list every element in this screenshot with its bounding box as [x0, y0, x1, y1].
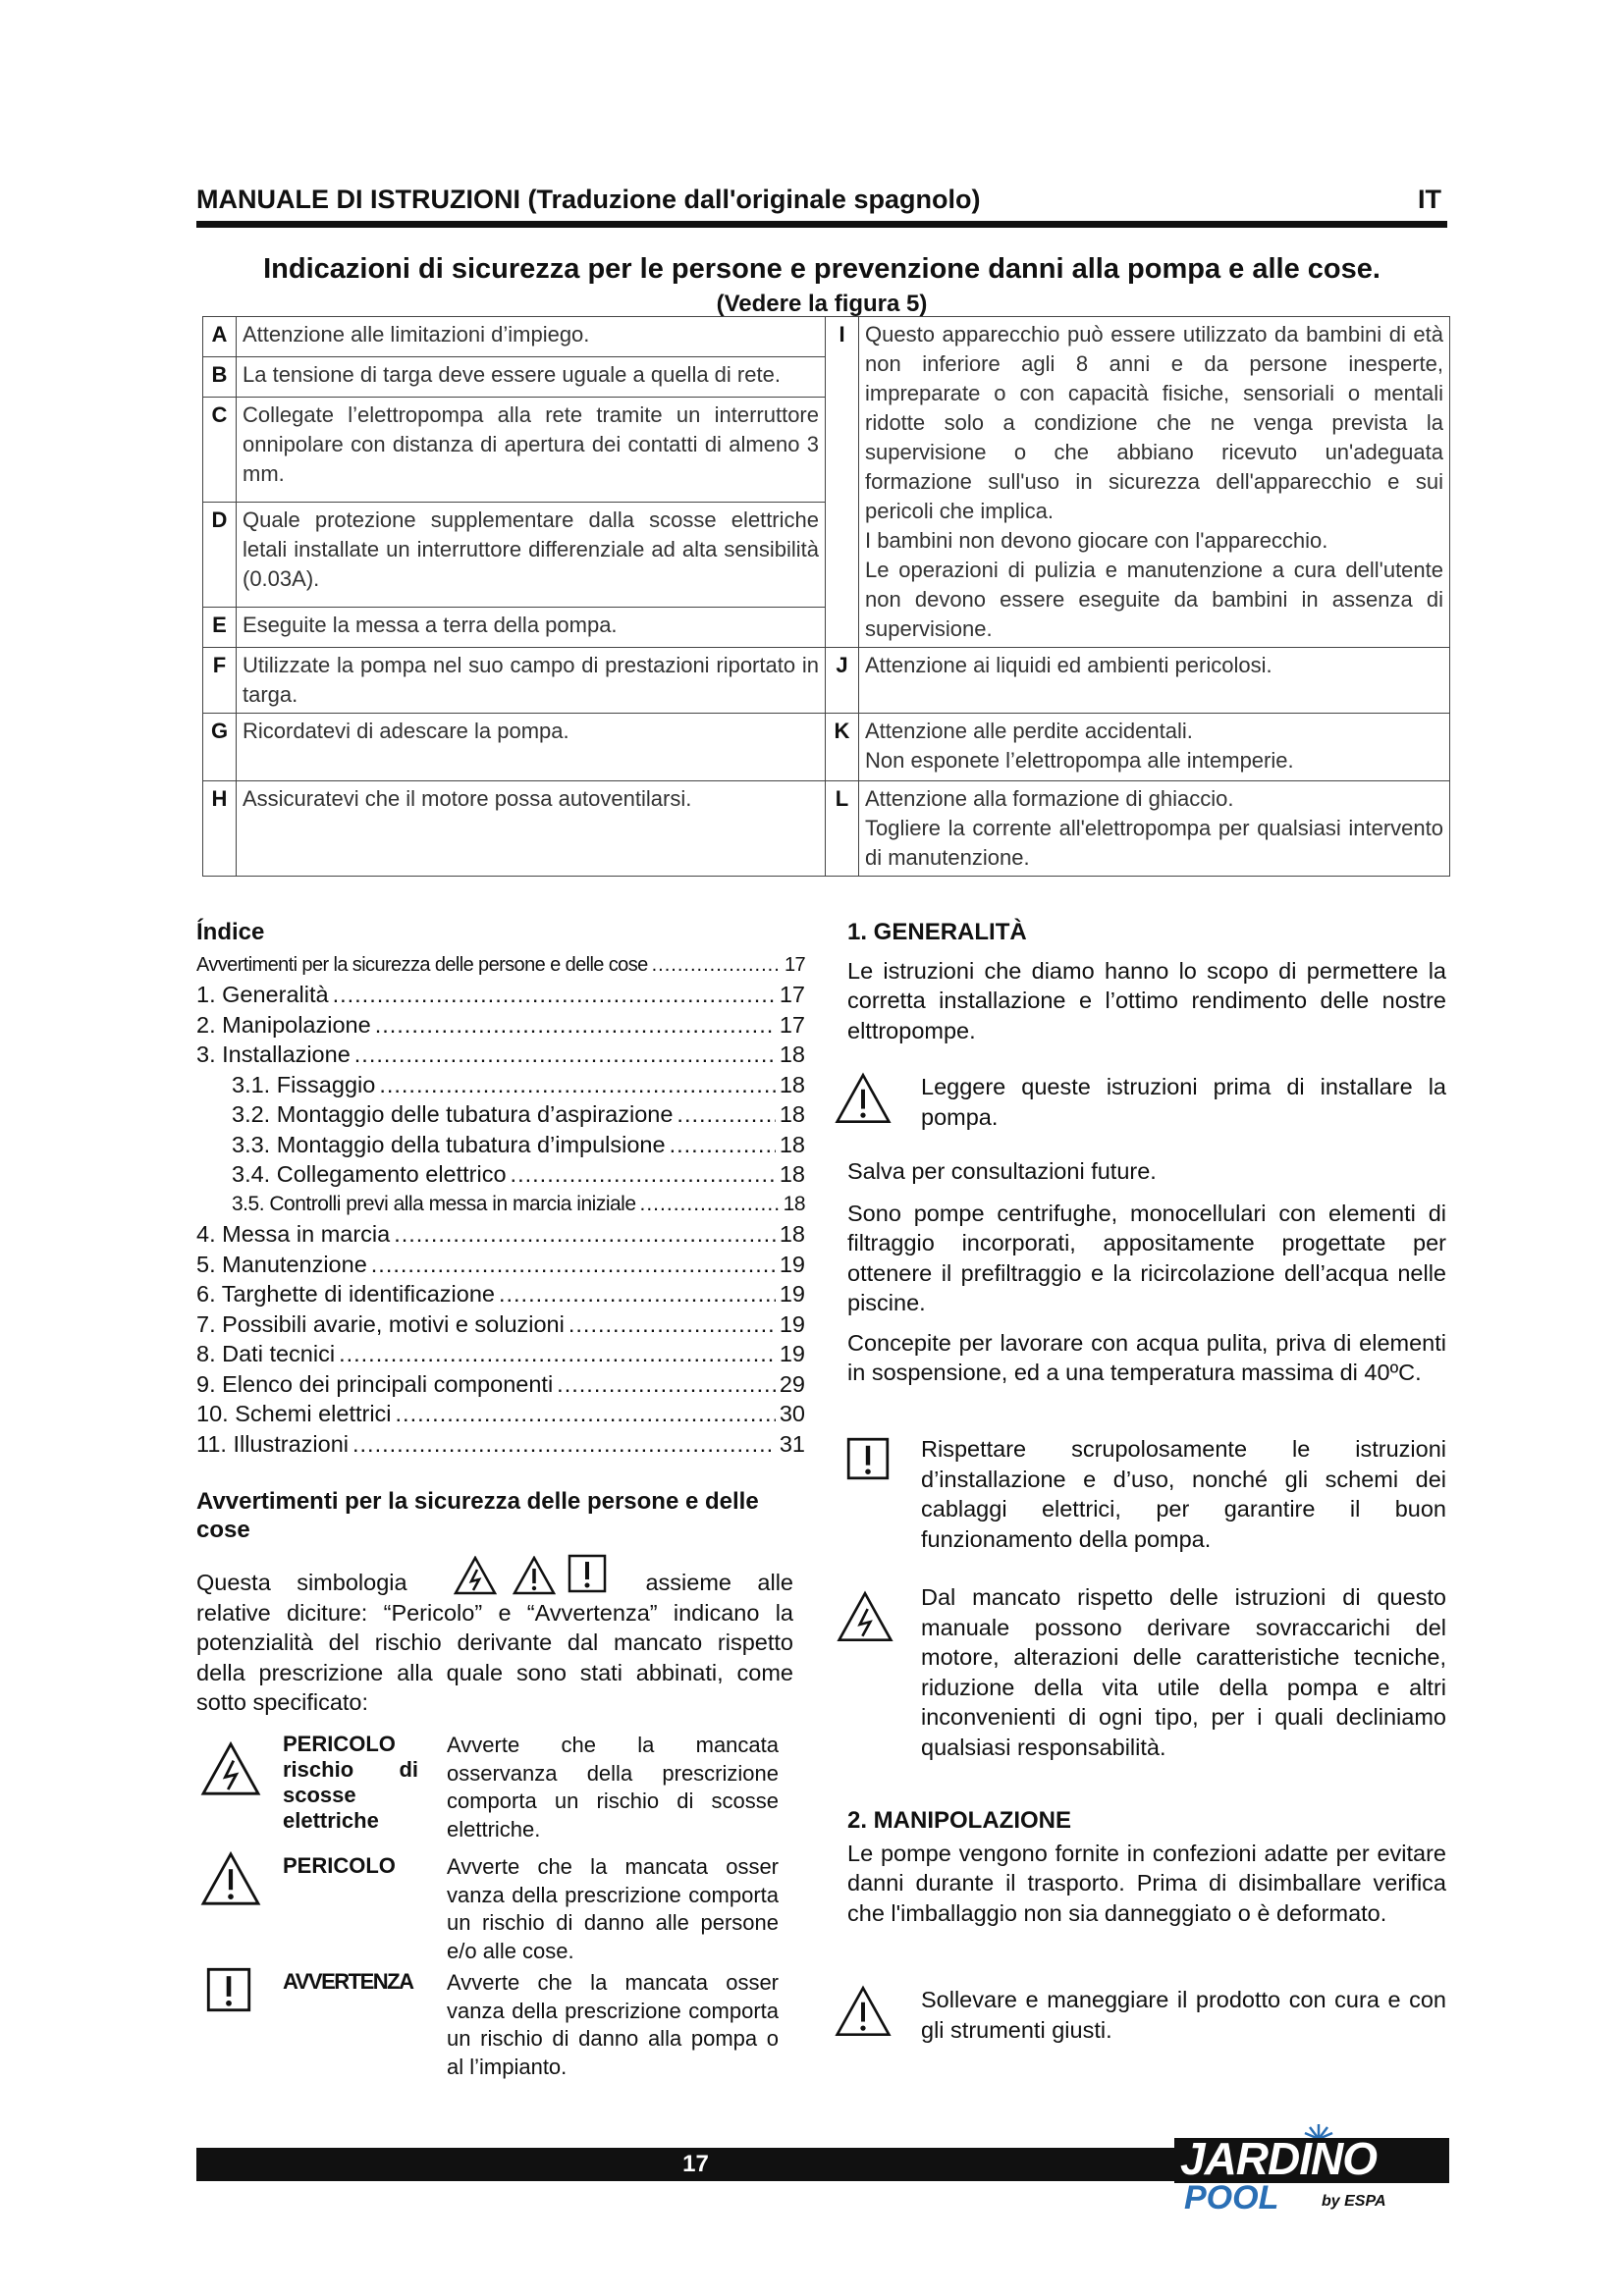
toc-entry[interactable]: [196, 1040, 805, 1070]
toc-leader: [371, 1250, 776, 1280]
legend-label-danger: PERICOLO: [283, 1853, 396, 1878]
toc-label: 9. Elenco dei principali componenti: [196, 1370, 554, 1397]
legend-text-electric: Avverte che la mancata osservanza della prescrizione comporta un rischio di scosse elettriche.: [447, 1733, 779, 1842]
safety-item-b: La tensione di targa deve essere uguale a quella di rete.: [237, 356, 826, 397]
toc-title: Índice: [196, 919, 265, 945]
generalita-section: [847, 918, 1446, 1045]
manipolazione-title: 2. MANIPOLAZIONE: [847, 1807, 1072, 1834]
generalita-note1-text: Leggere queste istruzioni prima di installare la pompa.: [921, 1074, 1446, 1130]
safety-item-a: Attenzione alle limitazioni d’impiego.: [237, 317, 826, 357]
safety-item-i-text3: Le operazioni di pulizia e manutenzione a cura dell'utente non devono essere eseguite da bambini in assenza di supervisione.: [865, 558, 1443, 641]
toc-page: 19: [779, 1310, 805, 1337]
toc-page: 29: [779, 1370, 805, 1397]
toc-label: 11. Illustrazioni: [196, 1430, 349, 1457]
safety-item-i-text2: I bambini non devono giocare con l'apparecchio.: [865, 528, 1328, 553]
toc-entry[interactable]: [196, 1250, 805, 1280]
manual-title: MANUALE DI ISTRUZIONI (Traduzione dall'originale spagnolo): [196, 185, 981, 214]
brand-logo: [1174, 2122, 1449, 2216]
caution-box-icon: [846, 1437, 890, 1480]
toc-leader: [670, 1130, 776, 1160]
toc-entry[interactable]: [196, 1219, 805, 1250]
toc-entry[interactable]: [196, 1369, 805, 1400]
generalita-body: [847, 1156, 1446, 1388]
toc-label: 2. Manipolazione: [196, 1011, 371, 1038]
toc-leader: [375, 1010, 776, 1041]
generalita-note2: [921, 1434, 1446, 1554]
safety-letter: H: [203, 781, 237, 877]
danger-warning-icon: [835, 1985, 892, 2038]
caution-box-icon: [568, 1554, 607, 1593]
safety-item-l-text2: Togliere la corrente all'elettropompa per qualsiasi intervento di manutenzione.: [865, 816, 1443, 870]
toc-leader: [394, 1219, 776, 1250]
toc-leader: [379, 1070, 776, 1100]
safety-letter: I: [826, 317, 859, 648]
legend-text-caution: Avverte che la mancata osser vanza della prescrizione comporta un rischio di danno alla pompa o al l’impianto.: [447, 1970, 779, 2079]
toc-label: 7. Possibili avarie, motivi e soluzioni: [196, 1310, 565, 1337]
toc-entry[interactable]: [196, 1279, 805, 1309]
generalita-note3: [921, 1582, 1446, 1762]
header-rule: [196, 221, 1447, 228]
toc-label: 4. Messa in marcia: [196, 1221, 391, 1247]
toc-leader: [511, 1159, 776, 1190]
manipolazione-p1: Le pompe vengono fornite in confezioni adatte per evitare danni durante il trasporto. Prima di disimballare verifica che l'imballaggio non sia danneggiato o è deformato.: [847, 1840, 1446, 1926]
safety-letter: G: [203, 714, 237, 781]
toc-label: 3.5. Controlli previ alla messa in marcia iniziale: [232, 1192, 636, 1215]
generalita-p4: Concepite per lavorare con acqua pulita, priva di elementi in sospensione, ed a una temperatura massima di 40ºC.: [847, 1329, 1446, 1385]
toc-leader: [557, 1369, 776, 1400]
toc-entry[interactable]: [196, 1399, 805, 1429]
toc-page: 18: [779, 1221, 805, 1247]
generalita-title: 1. GENERALITÀ: [847, 919, 1027, 945]
safety-item-e: Eseguite la messa a terra della pompa.: [237, 608, 826, 648]
electric-warning-icon: [837, 1590, 893, 1643]
safety-letter: K: [826, 714, 859, 781]
generalita-p2: Salva per consultazioni future.: [847, 1158, 1157, 1184]
toc-leader: [568, 1309, 776, 1340]
toc-page: 19: [779, 1281, 805, 1307]
toc-page: 18: [779, 1071, 805, 1097]
manipolazione-note1-text: Sollevare e maneggiare il prodotto con cura e con gli strumenti giusti.: [921, 1987, 1446, 2043]
toc-entry[interactable]: [196, 1339, 805, 1369]
safety-table: [202, 316, 1450, 877]
warnings-section: [196, 1487, 793, 1544]
toc-page: 18: [779, 1131, 805, 1157]
warnings-title: Avvertimenti per la sicurezza delle persone e delle cose: [196, 1488, 759, 1543]
generalita-note2-text: Rispettare scrupolosamente le istruzioni d’installazione e d’uso, nonché gli schemi dei cablaggi elettrici, per garantire il buon funzionamento della pompa.: [921, 1436, 1446, 1552]
toc-leader: [677, 1099, 775, 1130]
toc-page: 17: [779, 982, 805, 1007]
legend-label-caution: AVVERTENZA: [283, 1969, 413, 1994]
toc-leader: [652, 950, 781, 981]
toc: [196, 918, 805, 1459]
toc-label: 5. Manutenzione: [196, 1251, 367, 1277]
safety-item-f: Utilizzate la pompa nel suo campo di prestazioni riportato in targa.: [237, 648, 826, 714]
toc-page: 17: [779, 1011, 805, 1038]
toc-label: 6. Targhette di identificazione: [196, 1281, 495, 1307]
safety-letter: J: [826, 648, 859, 714]
warnings-intro-a: Questa simbologia: [196, 1570, 407, 1595]
safety-subtitle: (Vedere la figura 5): [716, 291, 928, 317]
manipolazione-section: [847, 1806, 1446, 1928]
toc-page: 18: [779, 1101, 805, 1127]
danger-warning-icon: [835, 1072, 892, 1125]
toc-entry[interactable]: [196, 1429, 805, 1460]
toc-entry[interactable]: [196, 1099, 805, 1130]
legend-text-danger: Avverte che la mancata osser vanza della prescrizione comporta un rischio di danno alle persone e/o alle cose.: [447, 1854, 779, 1963]
safety-item-c: Collegate l’elettropompa alla rete tramite un interruttore onnipolare con distanza di apertura dei contatti di almeno 3 mm.: [237, 397, 826, 502]
toc-leader: [640, 1190, 780, 1220]
toc-entry[interactable]: [196, 1130, 805, 1160]
safety-title: Indicazioni di sicurezza per le persone e prevenzione danni alla pompa e alle cose.: [263, 253, 1380, 285]
safety-letter: L: [826, 781, 859, 877]
safety-item-h: Assicuratevi che il motore possa autoventilarsi.: [237, 781, 826, 877]
brand-by: by ESPA: [1322, 2193, 1386, 2210]
toc-label: Avvertimenti per la sicurezza delle persone e delle cose: [196, 953, 648, 976]
toc-page: 17: [784, 953, 805, 976]
toc-leader: [339, 1339, 776, 1369]
toc-entry[interactable]: [196, 1190, 805, 1220]
safety-letter: A: [203, 317, 237, 357]
toc-label: 3.3. Montaggio della tubatura d’impulsione: [232, 1131, 666, 1157]
toc-leader: [499, 1279, 776, 1309]
electric-warning-icon: [454, 1556, 497, 1595]
danger-warning-icon: [513, 1556, 556, 1595]
manipolazione-note1: [921, 1985, 1446, 2045]
danger-warning-icon: [200, 1851, 261, 1906]
toc-entry[interactable]: [196, 950, 805, 981]
manual-header: [196, 185, 1447, 215]
generalita-p3: Sono pompe centrifughe, monocellulari con elementi di filtraggio incorporati, appositamente progettate per ottenere il prefiltraggio e la ricircolazione dell’acqua nelle piscine.: [847, 1200, 1446, 1315]
toc-label: 3. Installazione: [196, 1041, 351, 1067]
safety-letter: E: [203, 608, 237, 648]
toc-page: 18: [779, 1161, 805, 1187]
toc-leader: [352, 1429, 776, 1460]
toc-label: 10. Schemi elettrici: [196, 1401, 392, 1426]
generalita-p1: Le istruzioni che diamo hanno lo scopo di permettere la corretta installazione e l’ottimo rendimento delle nostre elttropompe.: [847, 957, 1446, 1043]
toc-entry[interactable]: [196, 1010, 805, 1041]
generalita-note1: [921, 1072, 1446, 1132]
toc-entry[interactable]: [196, 1070, 805, 1100]
toc-page: 30: [779, 1401, 805, 1426]
toc-label: 1. Generalità: [196, 982, 329, 1007]
brand-main: JARDINO: [1180, 2133, 1378, 2184]
toc-page: 19: [779, 1251, 805, 1277]
safety-item-k: [859, 714, 1450, 781]
warnings-intro-b: assieme alle relative diciture: “Pericolo” e “Avvertenza” indicano la potenzialità del rischio derivante dal mancato rispetto della prescrizione alla quale sono stati abbinati, come sotto specificato:: [196, 1570, 794, 1715]
generalita-note3-text: Dal mancato rispetto delle istruzioni di questo manuale possono derivare sovraccarichi del motore, alterazioni delle caratteristiche tecniche, riduzione della vita utile della pompa e altri inconvenienti di ogni tipo, per i quali decliniamo qualsiasi responsabilità.: [921, 1584, 1446, 1760]
toc-label: 3.1. Fissaggio: [232, 1071, 376, 1097]
toc-leader: [333, 980, 776, 1010]
toc-entry[interactable]: [196, 980, 805, 1010]
safety-letter: F: [203, 648, 237, 714]
page-number: 17: [682, 2151, 709, 2177]
safety-letter: B: [203, 356, 237, 397]
safety-item-d: Quale protezione supplementare dalla scosse elettriche letali installate un interruttore differenziale ad alta sensibilità (0.03A).: [237, 502, 826, 607]
safety-item-i-text: Questo apparecchio può essere utilizzato da bambini di età non inferiore agli 8 anni e da persone inesperte, impreparate o con capacità fisiche, sensoriali o mentali ridotte solo a condizione che ne venga prevista la supervisione o che abbiano ricevuto un'adeguata formazione sull'uso in sicurezza dell'apparecchio e sui pericoli che implica.: [865, 322, 1443, 523]
language-code: IT: [1418, 185, 1441, 214]
toc-leader: [354, 1040, 776, 1070]
toc-label: 8. Dati tecnici: [196, 1341, 336, 1366]
toc-entry[interactable]: [196, 1309, 805, 1340]
toc-page: 31: [779, 1430, 805, 1457]
toc-entry[interactable]: [196, 1159, 805, 1190]
safety-letter: C: [203, 397, 237, 502]
safety-letter: D: [203, 502, 237, 607]
safety-item-l: [859, 781, 1450, 877]
toc-page: 18: [779, 1041, 805, 1067]
safety-item-g: Ricordatevi di adescare la pompa.: [237, 714, 826, 781]
safety-item-k-text: Attenzione alle perdite accidentali.: [865, 719, 1193, 743]
caution-box-icon: [206, 1967, 251, 2012]
toc-label: 3.2. Montaggio delle tubatura d’aspirazione: [232, 1101, 674, 1127]
toc-page: 19: [779, 1341, 805, 1366]
safety-item-j: Attenzione ai liquidi ed ambienti pericolosi.: [859, 648, 1450, 714]
safety-item-k-text2: Non esponete l’elettropompa alle intemperie.: [865, 748, 1294, 773]
safety-item-i: [859, 317, 1450, 648]
safety-item-l-text: Attenzione alla formazione di ghiaccio.: [865, 786, 1234, 811]
toc-page: 18: [783, 1192, 805, 1215]
electric-warning-icon: [200, 1741, 261, 1796]
toc-leader: [396, 1399, 776, 1429]
legend-label-electric: PERICOLO rischio di scosse elettriche: [283, 1732, 418, 1833]
toc-label: 3.4. Collegamento elettrico: [232, 1161, 507, 1187]
brand-sub: POOL: [1184, 2179, 1279, 2216]
